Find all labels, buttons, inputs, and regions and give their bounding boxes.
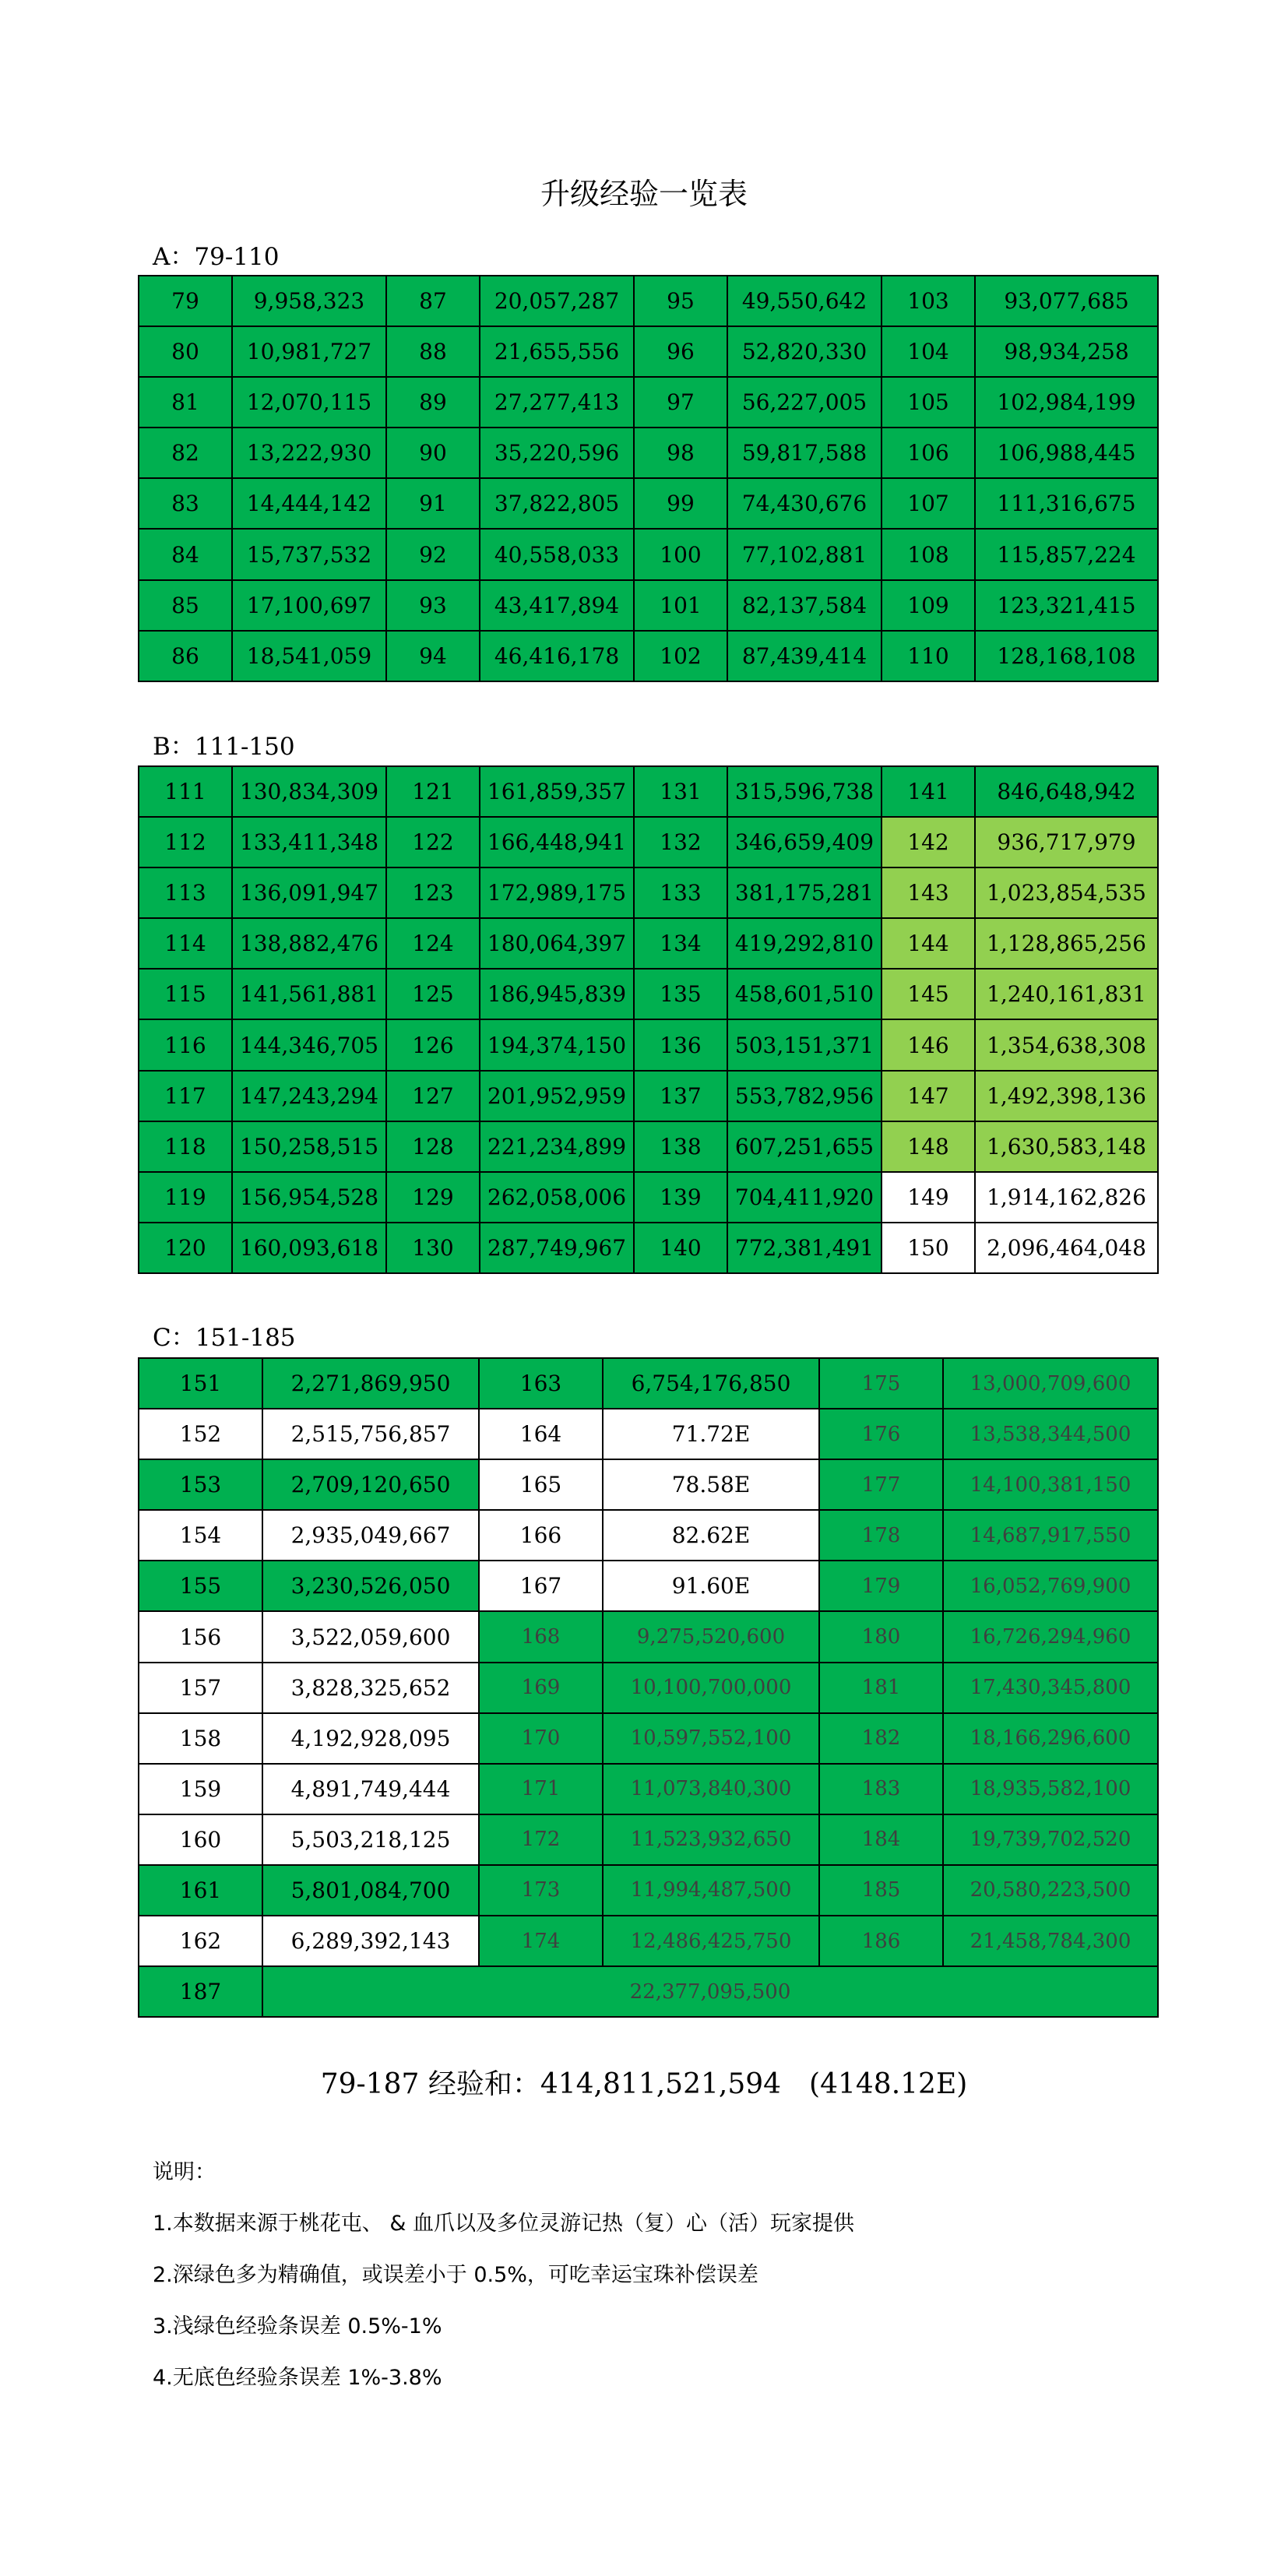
exp-cell: 2,515,756,857 — [262, 1409, 479, 1459]
level-cell: 167 — [479, 1561, 603, 1611]
exp-cell: 49,550,642 — [727, 276, 882, 326]
level-cell: 134 — [634, 918, 727, 969]
level-cell: 125 — [386, 969, 480, 1019]
exp-cell: 20,057,287 — [480, 276, 634, 326]
level-cell: 144 — [882, 918, 975, 969]
table-row — [139, 1358, 1158, 1409]
level-cell: 187 — [139, 1966, 262, 2017]
exp-cell: 91.60E — [603, 1561, 819, 1611]
level-cell: 106 — [882, 428, 975, 478]
exp-cell: 21,458,784,300 — [943, 1916, 1158, 1966]
exp-cell: 346,659,409 — [727, 817, 882, 867]
level-cell: 159 — [139, 1764, 262, 1814]
exp-cell: 78.58E — [603, 1459, 819, 1510]
exp-cell: 14,100,381,150 — [943, 1459, 1158, 1510]
exp-cell: 136,091,947 — [232, 867, 386, 918]
exp-cell: 553,782,956 — [727, 1071, 882, 1121]
exp-cell: 10,981,727 — [232, 326, 386, 377]
exp-cell: 11,073,840,300 — [603, 1764, 819, 1814]
level-cell: 85 — [139, 580, 232, 631]
exp-cell: 194,374,150 — [480, 1019, 634, 1070]
exp-cell: 27,277,413 — [480, 377, 634, 428]
level-cell: 116 — [139, 1019, 232, 1070]
level-cell: 174 — [479, 1916, 603, 1966]
table-row — [139, 766, 1158, 817]
exp-cell: 160,093,618 — [232, 1223, 386, 1273]
exp-cell: 15,737,532 — [232, 529, 386, 579]
exp-cell: 936,717,979 — [975, 817, 1158, 867]
exp-cell: 180,064,397 — [480, 918, 634, 969]
exp-cell: 130,834,309 — [232, 766, 386, 817]
exp-cell: 150,258,515 — [232, 1121, 386, 1172]
level-cell: 100 — [634, 529, 727, 579]
level-cell: 151 — [139, 1358, 262, 1409]
level-cell: 155 — [139, 1561, 262, 1611]
level-cell: 84 — [139, 529, 232, 579]
table-row — [139, 1510, 1158, 1561]
exp-cell: 43,417,894 — [480, 580, 634, 631]
exp-cell: 18,166,296,600 — [943, 1713, 1158, 1764]
table-row — [139, 1561, 1158, 1611]
exp-cell: 16,726,294,960 — [943, 1611, 1158, 1662]
level-cell: 152 — [139, 1409, 262, 1459]
level-cell: 150 — [882, 1223, 975, 1273]
level-cell: 128 — [386, 1121, 480, 1172]
exp-cell: 287,749,967 — [480, 1223, 634, 1273]
level-cell: 131 — [634, 766, 727, 817]
level-cell: 111 — [139, 766, 232, 817]
exp-cell: 2,271,869,950 — [262, 1358, 479, 1409]
exp-cell: 315,596,738 — [727, 766, 882, 817]
exp-cell: 10,100,700,000 — [603, 1663, 819, 1713]
level-cell: 149 — [882, 1172, 975, 1223]
total-experience: 79-187 经验和：414,811,521,594 (4148.12E) — [320, 2068, 968, 2100]
level-cell: 186 — [819, 1916, 943, 1966]
exp-cell: 6,754,176,850 — [603, 1358, 819, 1409]
exp-cell: 3,522,059,600 — [262, 1611, 479, 1662]
level-cell: 184 — [819, 1814, 943, 1865]
level-cell: 123 — [386, 867, 480, 918]
level-cell: 143 — [882, 867, 975, 918]
exp-cell: 3,230,526,050 — [262, 1561, 479, 1611]
level-cell: 158 — [139, 1713, 262, 1764]
exp-cell: 9,275,520,600 — [603, 1611, 819, 1662]
level-cell: 146 — [882, 1019, 975, 1070]
exp-cell: 102,984,199 — [975, 377, 1158, 428]
level-cell: 166 — [479, 1510, 603, 1561]
exp-cell: 846,648,942 — [975, 766, 1158, 817]
exp-cell: 4,891,749,444 — [262, 1764, 479, 1814]
exp-cell: 17,430,345,800 — [943, 1663, 1158, 1713]
level-cell: 80 — [139, 326, 232, 377]
exp-cell: 2,709,120,650 — [262, 1459, 479, 1510]
exp-cell: 5,503,218,125 — [262, 1814, 479, 1865]
table-row — [139, 1121, 1158, 1172]
level-cell: 180 — [819, 1611, 943, 1662]
level-cell: 147 — [882, 1071, 975, 1121]
exp-cell: 138,882,476 — [232, 918, 386, 969]
exp-cell: 111,316,675 — [975, 478, 1158, 529]
exp-cell: 16,052,769,900 — [943, 1561, 1158, 1611]
level-cell: 177 — [819, 1459, 943, 1510]
table-row — [139, 1966, 1158, 2017]
exp-cell: 2,096,464,048 — [975, 1223, 1158, 1273]
table-row — [139, 1916, 1158, 1966]
level-cell: 91 — [386, 478, 480, 529]
level-cell: 164 — [479, 1409, 603, 1459]
level-cell: 95 — [634, 276, 727, 326]
exp-cell: 11,523,932,650 — [603, 1814, 819, 1865]
level-cell: 140 — [634, 1223, 727, 1273]
level-cell: 168 — [479, 1611, 603, 1662]
level-cell: 148 — [882, 1121, 975, 1172]
exp-cell: 35,220,596 — [480, 428, 634, 478]
level-cell: 110 — [882, 631, 975, 681]
level-cell: 129 — [386, 1172, 480, 1223]
level-cell: 139 — [634, 1172, 727, 1223]
level-cell: 185 — [819, 1865, 943, 1916]
level-cell: 92 — [386, 529, 480, 579]
level-cell: 114 — [139, 918, 232, 969]
table-row — [139, 1223, 1158, 1273]
level-cell: 83 — [139, 478, 232, 529]
exp-cell: 1,354,638,308 — [975, 1019, 1158, 1070]
exp-cell: 77,102,881 — [727, 529, 882, 579]
level-cell: 138 — [634, 1121, 727, 1172]
level-cell: 163 — [479, 1358, 603, 1409]
level-cell: 142 — [882, 817, 975, 867]
exp-cell: 59,817,588 — [727, 428, 882, 478]
level-cell: 178 — [819, 1510, 943, 1561]
level-cell: 118 — [139, 1121, 232, 1172]
level-cell: 96 — [634, 326, 727, 377]
level-cell: 126 — [386, 1019, 480, 1070]
exp-cell: 11,994,487,500 — [603, 1865, 819, 1916]
level-cell: 94 — [386, 631, 480, 681]
exp-cell: 221,234,899 — [480, 1121, 634, 1172]
section-b-label: B：111-150 — [153, 733, 295, 761]
level-cell: 135 — [634, 969, 727, 1019]
exp-cell: 52,820,330 — [727, 326, 882, 377]
level-cell: 160 — [139, 1814, 262, 1865]
table-row — [139, 1865, 1158, 1916]
exp-cell: 18,541,059 — [232, 631, 386, 681]
exp-cell: 12,070,115 — [232, 377, 386, 428]
exp-cell: 156,954,528 — [232, 1172, 386, 1223]
exp-cell: 4,192,928,095 — [262, 1713, 479, 1764]
exp-cell: 17,100,697 — [232, 580, 386, 631]
level-cell: 86 — [139, 631, 232, 681]
exp-cell: 46,416,178 — [480, 631, 634, 681]
exp-cell: 82,137,584 — [727, 580, 882, 631]
exp-cell: 133,411,348 — [232, 817, 386, 867]
exp-cell: 106,988,445 — [975, 428, 1158, 478]
table-b — [138, 765, 1159, 1274]
exp-cell: 1,023,854,535 — [975, 867, 1158, 918]
exp-cell: 772,381,491 — [727, 1223, 882, 1273]
level-cell: 175 — [819, 1358, 943, 1409]
exp-cell: 13,222,930 — [232, 428, 386, 478]
level-cell: 87 — [386, 276, 480, 326]
exp-cell: 186,945,839 — [480, 969, 634, 1019]
exp-cell: 115,857,224 — [975, 529, 1158, 579]
level-cell: 120 — [139, 1223, 232, 1273]
level-cell: 141 — [882, 766, 975, 817]
exp-cell: 13,538,344,500 — [943, 1409, 1158, 1459]
exp-cell: 9,958,323 — [232, 276, 386, 326]
exp-cell: 2,935,049,667 — [262, 1510, 479, 1561]
table-row — [139, 1663, 1158, 1713]
table-row — [139, 580, 1158, 631]
level-cell: 93 — [386, 580, 480, 631]
level-cell: 104 — [882, 326, 975, 377]
level-cell: 124 — [386, 918, 480, 969]
exp-cell: 14,687,917,550 — [943, 1510, 1158, 1561]
exp-cell: 3,828,325,652 — [262, 1663, 479, 1713]
table-row — [139, 1611, 1158, 1662]
exp-cell: 704,411,920 — [727, 1172, 882, 1223]
exp-cell: 607,251,655 — [727, 1121, 882, 1172]
table-row — [139, 428, 1158, 478]
level-cell: 109 — [882, 580, 975, 631]
exp-cell: 10,597,552,100 — [603, 1713, 819, 1764]
exp-cell: 40,558,033 — [480, 529, 634, 579]
table-row — [139, 276, 1158, 326]
level-cell: 136 — [634, 1019, 727, 1070]
level-cell: 113 — [139, 867, 232, 918]
table-row — [139, 1172, 1158, 1223]
table-row — [139, 529, 1158, 579]
table-row — [139, 1409, 1158, 1459]
exp-cell: 1,630,583,148 — [975, 1121, 1158, 1172]
exp-cell: 87,439,414 — [727, 631, 882, 681]
exp-cell: 172,989,175 — [480, 867, 634, 918]
level-cell: 121 — [386, 766, 480, 817]
level-cell: 99 — [634, 478, 727, 529]
level-cell: 103 — [882, 276, 975, 326]
level-cell: 165 — [479, 1459, 603, 1510]
level-cell: 153 — [139, 1459, 262, 1510]
table-row — [139, 1814, 1158, 1865]
note-line: 4.无底色经验条误差 1%-3.8% — [153, 2366, 442, 2390]
exp-cell: 19,739,702,520 — [943, 1814, 1158, 1865]
level-cell: 90 — [386, 428, 480, 478]
level-cell: 132 — [634, 817, 727, 867]
exp-cell: 381,175,281 — [727, 867, 882, 918]
level-cell: 112 — [139, 817, 232, 867]
level-cell: 161 — [139, 1865, 262, 1916]
level-cell: 157 — [139, 1663, 262, 1713]
page-title: 升级经验一览表 — [540, 177, 748, 211]
level-cell: 79 — [139, 276, 232, 326]
level-cell: 101 — [634, 580, 727, 631]
level-cell: 154 — [139, 1510, 262, 1561]
level-cell: 102 — [634, 631, 727, 681]
note-line: 3.浅绿色经验条误差 0.5%-1% — [153, 2314, 442, 2338]
level-cell: 170 — [479, 1713, 603, 1764]
table-row — [139, 1459, 1158, 1510]
level-cell: 88 — [386, 326, 480, 377]
level-cell: 105 — [882, 377, 975, 428]
note-line: 1.本数据来源于桃花屯、 & 血爪以及多位灵游记热（复）心（活）玩家提供 — [153, 2212, 854, 2236]
exp-cell: 56,227,005 — [727, 377, 882, 428]
level-cell: 137 — [634, 1071, 727, 1121]
table-row — [139, 326, 1158, 377]
exp-cell: 37,822,805 — [480, 478, 634, 529]
level-cell: 145 — [882, 969, 975, 1019]
table-row — [139, 918, 1158, 969]
level-cell: 176 — [819, 1409, 943, 1459]
exp-cell: 12,486,425,750 — [603, 1916, 819, 1966]
table-row — [139, 969, 1158, 1019]
exp-cell: 419,292,810 — [727, 918, 882, 969]
table-row — [139, 1713, 1158, 1764]
section-c-label: C：151-185 — [153, 1324, 296, 1352]
notes — [153, 2157, 854, 2414]
level-cell: 115 — [139, 969, 232, 1019]
exp-cell: 262,058,006 — [480, 1172, 634, 1223]
level-cell: 117 — [139, 1071, 232, 1121]
exp-cell: 20,580,223,500 — [943, 1865, 1158, 1916]
notes-heading: 说明： — [153, 2160, 216, 2184]
level-cell: 122 — [386, 817, 480, 867]
level-cell: 108 — [882, 529, 975, 579]
level-cell: 130 — [386, 1223, 480, 1273]
level-cell: 127 — [386, 1071, 480, 1121]
level-cell: 183 — [819, 1764, 943, 1814]
level-cell: 97 — [634, 377, 727, 428]
exp-cell: 503,151,371 — [727, 1019, 882, 1070]
table-row — [139, 478, 1158, 529]
table-row — [139, 377, 1158, 428]
exp-cell: 1,914,162,826 — [975, 1172, 1158, 1223]
exp-cell: 147,243,294 — [232, 1071, 386, 1121]
exp-cell: 144,346,705 — [232, 1019, 386, 1070]
level-cell: 171 — [479, 1764, 603, 1814]
level-cell: 172 — [479, 1814, 603, 1865]
level-cell: 169 — [479, 1663, 603, 1713]
exp-cell: 13,000,709,600 — [943, 1358, 1158, 1409]
exp-cell: 14,444,142 — [232, 478, 386, 529]
table-row — [139, 631, 1158, 681]
table-row — [139, 1071, 1158, 1121]
note-line: 2.深绿色多为精确值，或误差小于 0.5%，可吃幸运宝珠补偿误差 — [153, 2263, 758, 2287]
level-cell: 162 — [139, 1916, 262, 1966]
exp-cell: 22,377,095,500 — [262, 1966, 1158, 2017]
level-cell: 89 — [386, 377, 480, 428]
level-cell: 181 — [819, 1663, 943, 1713]
exp-cell: 98,934,258 — [975, 326, 1158, 377]
level-cell: 119 — [139, 1172, 232, 1223]
exp-cell: 71.72E — [603, 1409, 819, 1459]
level-cell: 182 — [819, 1713, 943, 1764]
level-cell: 173 — [479, 1865, 603, 1916]
exp-cell: 74,430,676 — [727, 478, 882, 529]
exp-cell: 1,492,398,136 — [975, 1071, 1158, 1121]
exp-cell: 18,935,582,100 — [943, 1764, 1158, 1814]
table-row — [139, 817, 1158, 867]
exp-cell: 1,240,161,831 — [975, 969, 1158, 1019]
table-row — [139, 867, 1158, 918]
exp-cell: 1,128,865,256 — [975, 918, 1158, 969]
table-row — [139, 1764, 1158, 1814]
exp-cell: 123,321,415 — [975, 580, 1158, 631]
exp-cell: 166,448,941 — [480, 817, 634, 867]
exp-cell: 161,859,357 — [480, 766, 634, 817]
level-cell: 156 — [139, 1611, 262, 1662]
level-cell: 179 — [819, 1561, 943, 1611]
table-row — [139, 1019, 1158, 1070]
section-a-label: A：79-110 — [153, 243, 280, 271]
exp-cell: 21,655,556 — [480, 326, 634, 377]
exp-cell: 6,289,392,143 — [262, 1916, 479, 1966]
level-cell: 133 — [634, 867, 727, 918]
level-cell: 81 — [139, 377, 232, 428]
level-cell: 107 — [882, 478, 975, 529]
level-cell: 82 — [139, 428, 232, 478]
exp-cell: 82.62E — [603, 1510, 819, 1561]
table-a — [138, 275, 1159, 682]
level-cell: 98 — [634, 428, 727, 478]
exp-cell: 93,077,685 — [975, 276, 1158, 326]
exp-cell: 201,952,959 — [480, 1071, 634, 1121]
exp-cell: 5,801,084,700 — [262, 1865, 479, 1916]
table-c — [138, 1357, 1159, 2018]
exp-cell: 128,168,108 — [975, 631, 1158, 681]
exp-cell: 458,601,510 — [727, 969, 882, 1019]
exp-cell: 141,561,881 — [232, 969, 386, 1019]
